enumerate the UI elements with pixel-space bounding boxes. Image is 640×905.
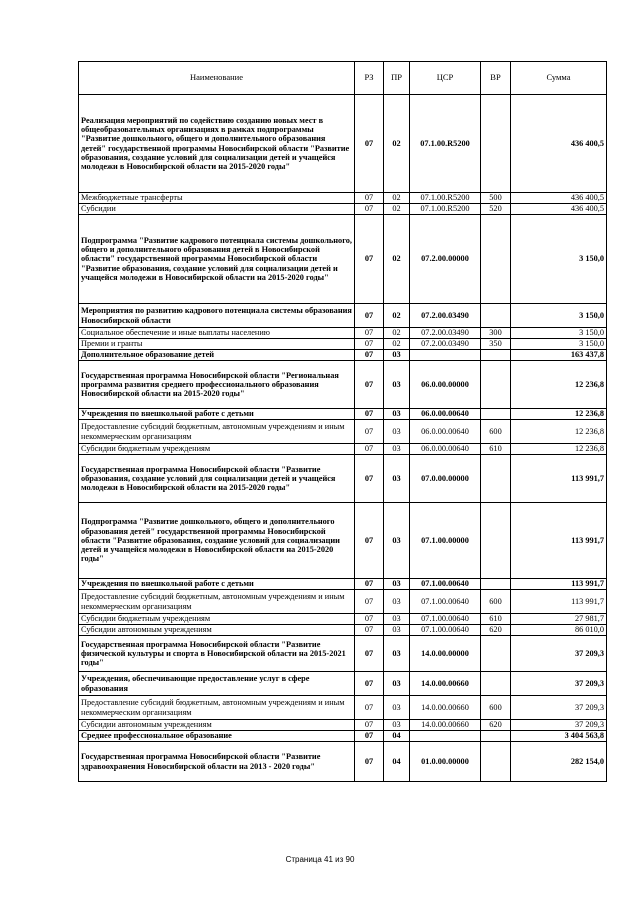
- cell-pr: 02: [384, 204, 410, 215]
- cell-sum: 3 150,0: [511, 339, 607, 350]
- cell-rz: 07: [355, 350, 384, 361]
- cell-name: Государственная программа Новосибирской области "Региональная программа развития среднего профессионального образования Новосибирской области на 2015-2020 годы": [79, 361, 355, 409]
- table-row: [79, 579, 607, 590]
- cell-pr: 03: [384, 409, 410, 420]
- table-row: [79, 409, 607, 420]
- cell-sum: 436 400,5: [511, 193, 607, 204]
- cell-sum: 37 209,3: [511, 696, 607, 720]
- cell-rz: 07: [355, 590, 384, 614]
- cell-csr: 07.2.00.03490: [410, 339, 481, 350]
- cell-name: Мероприятия по развитию кадрового потенциала системы образования Новосибирской области: [79, 304, 355, 328]
- cell-name: Дополнительное образование детей: [79, 350, 355, 361]
- cell-rz: 07: [355, 720, 384, 731]
- cell-pr: 03: [384, 696, 410, 720]
- cell-sum: 12 236,8: [511, 444, 607, 455]
- cell-name: Социальное обеспечение и иные выплаты населению: [79, 328, 355, 339]
- cell-vr: [481, 503, 511, 579]
- cell-rz: 07: [355, 409, 384, 420]
- table-row: [79, 193, 607, 204]
- cell-vr: [481, 455, 511, 503]
- cell-vr: [481, 636, 511, 672]
- cell-vr: [481, 95, 511, 193]
- header-sum: Сумма: [511, 62, 607, 95]
- cell-vr: 520: [481, 204, 511, 215]
- cell-rz: 07: [355, 579, 384, 590]
- cell-rz: 07: [355, 193, 384, 204]
- cell-sum: 3 404 563,8: [511, 731, 607, 742]
- cell-sum: 436 400,5: [511, 95, 607, 193]
- cell-pr: 02: [384, 193, 410, 204]
- table-row: [79, 636, 607, 672]
- cell-csr: 07.2.00.00000: [410, 215, 481, 304]
- cell-vr: 620: [481, 720, 511, 731]
- cell-sum: 12 236,8: [511, 361, 607, 409]
- table-row: [79, 672, 607, 696]
- table-row: [79, 304, 607, 328]
- cell-sum: 37 209,3: [511, 720, 607, 731]
- cell-name: Учреждения по внешкольной работе с детьми: [79, 579, 355, 590]
- cell-rz: 07: [355, 503, 384, 579]
- cell-vr: [481, 350, 511, 361]
- cell-pr: 02: [384, 304, 410, 328]
- cell-vr: [481, 215, 511, 304]
- cell-vr: 600: [481, 420, 511, 444]
- cell-sum: 282 154,0: [511, 742, 607, 782]
- cell-vr: [481, 672, 511, 696]
- cell-sum: 12 236,8: [511, 420, 607, 444]
- cell-pr: 02: [384, 215, 410, 304]
- cell-name: Субсидии бюджетным учреждениям: [79, 614, 355, 625]
- cell-pr: 02: [384, 328, 410, 339]
- cell-pr: 04: [384, 742, 410, 782]
- cell-pr: 03: [384, 672, 410, 696]
- cell-csr: 06.0.00.00640: [410, 409, 481, 420]
- cell-rz: 07: [355, 95, 384, 193]
- cell-name: Государственная программа Новосибирской области "Развитие образования, создание условий для социализации детей и учащейся молодежи в Новосибирской области на 2015-2020 годы": [79, 455, 355, 503]
- cell-name: Подпрограмма "Развитие дошкольного, общего и дополнительного образования детей" государственной программы Новосибирской области "Развитие образования, создание условий для социализации детей и учащейся молодежи в Новосибирской области на 2015-2020 годы": [79, 503, 355, 579]
- cell-csr: 14.0.00.00660: [410, 720, 481, 731]
- cell-rz: 07: [355, 304, 384, 328]
- cell-csr: [410, 731, 481, 742]
- cell-rz: 07: [355, 328, 384, 339]
- cell-csr: 07.2.00.03490: [410, 304, 481, 328]
- cell-pr: 02: [384, 95, 410, 193]
- cell-name: Субсидии автономным учреждениям: [79, 625, 355, 636]
- cell-csr: 14.0.00.00000: [410, 636, 481, 672]
- cell-pr: 03: [384, 720, 410, 731]
- cell-rz: 07: [355, 420, 384, 444]
- cell-pr: 03: [384, 350, 410, 361]
- cell-vr: 350: [481, 339, 511, 350]
- cell-csr: 06.0.00.00640: [410, 420, 481, 444]
- cell-csr: 07.1.00.00640: [410, 625, 481, 636]
- table-row: [79, 95, 607, 193]
- cell-sum: 163 437,8: [511, 350, 607, 361]
- cell-pr: 04: [384, 731, 410, 742]
- cell-pr: 03: [384, 455, 410, 503]
- cell-sum: 3 150,0: [511, 304, 607, 328]
- cell-name: Премии и гранты: [79, 339, 355, 350]
- cell-pr: 03: [384, 625, 410, 636]
- cell-rz: 07: [355, 625, 384, 636]
- table-row: [79, 444, 607, 455]
- cell-name: Субсидии автономным учреждениям: [79, 720, 355, 731]
- budget-table: [78, 61, 607, 782]
- cell-csr: 01.0.00.00000: [410, 742, 481, 782]
- cell-csr: 07.1.00.R5200: [410, 204, 481, 215]
- table-row: [79, 328, 607, 339]
- cell-sum: 3 150,0: [511, 215, 607, 304]
- table-header: [79, 62, 607, 95]
- cell-rz: 07: [355, 361, 384, 409]
- header-rz: РЗ: [355, 62, 384, 95]
- cell-name: Среднее профессиональное образование: [79, 731, 355, 742]
- cell-csr: 07.1.00.R5200: [410, 193, 481, 204]
- cell-csr: 07.1.00.00640: [410, 590, 481, 614]
- cell-sum: 86 010,0: [511, 625, 607, 636]
- table-row: [79, 455, 607, 503]
- cell-csr: 06.0.00.00000: [410, 361, 481, 409]
- cell-vr: [481, 304, 511, 328]
- cell-vr: [481, 361, 511, 409]
- cell-vr: 610: [481, 614, 511, 625]
- cell-name: Субсидии бюджетным учреждениям: [79, 444, 355, 455]
- cell-rz: 07: [355, 672, 384, 696]
- cell-vr: 300: [481, 328, 511, 339]
- cell-name: Государственная программа Новосибирской области "Развитие здравоохранения Новосибирской области на 2013 - 2020 годы": [79, 742, 355, 782]
- cell-sum: 27 981,7: [511, 614, 607, 625]
- page-number: Страница 41 из 90: [285, 855, 355, 864]
- table-row: [79, 590, 607, 614]
- table-row: [79, 742, 607, 782]
- cell-vr: 620: [481, 625, 511, 636]
- table-row: [79, 614, 607, 625]
- cell-vr: 610: [481, 444, 511, 455]
- cell-pr: 03: [384, 444, 410, 455]
- cell-name: Предоставление субсидий бюджетным, автономным учреждениям и иным некоммерческим организациям: [79, 696, 355, 720]
- cell-rz: 07: [355, 204, 384, 215]
- table-row: [79, 420, 607, 444]
- table-row: [79, 339, 607, 350]
- cell-pr: 02: [384, 339, 410, 350]
- cell-vr: 600: [481, 590, 511, 614]
- table-row: [79, 215, 607, 304]
- table-row: [79, 361, 607, 409]
- cell-name: Субсидии: [79, 204, 355, 215]
- cell-pr: 03: [384, 503, 410, 579]
- cell-csr: 07.2.00.03490: [410, 328, 481, 339]
- cell-name: Межбюджетные трансферты: [79, 193, 355, 204]
- cell-sum: 113 991,7: [511, 503, 607, 579]
- cell-csr: 14.0.00.00660: [410, 696, 481, 720]
- cell-pr: 03: [384, 614, 410, 625]
- cell-pr: 03: [384, 590, 410, 614]
- cell-pr: 03: [384, 361, 410, 409]
- cell-vr: 500: [481, 193, 511, 204]
- table-row: [79, 696, 607, 720]
- cell-rz: 07: [355, 339, 384, 350]
- cell-rz: 07: [355, 455, 384, 503]
- cell-vr: 600: [481, 696, 511, 720]
- cell-name: Государственная программа Новосибирской области "Развитие физической культуры и спорта в Новосибирской области на 2015-2021 годы": [79, 636, 355, 672]
- cell-sum: 37 209,3: [511, 636, 607, 672]
- cell-pr: 03: [384, 420, 410, 444]
- cell-vr: [481, 579, 511, 590]
- header-name: Наименование: [79, 62, 355, 95]
- cell-csr: 07.1.00.00640: [410, 614, 481, 625]
- cell-sum: 436 400,5: [511, 204, 607, 215]
- cell-name: Реализация мероприятий по содействию созданию новых мест в общеобразовательных организациях в рамках подпрограммы "Развитие дошкольного, общего и дополнительного образования детей" государственной программы Новосибирской области "Развитие образования, создание условий для социализации детей и учащейся молодежи в Новосибирской области на 2015-2020 годы": [79, 95, 355, 193]
- cell-name: Учреждения по внешкольной работе с детьми: [79, 409, 355, 420]
- cell-name: Предоставление субсидий бюджетным, автономным учреждениям и иным некоммерческим организациям: [79, 420, 355, 444]
- cell-sum: 12 236,8: [511, 409, 607, 420]
- cell-sum: 113 991,7: [511, 590, 607, 614]
- cell-csr: 07.0.00.00000: [410, 455, 481, 503]
- table-row: [79, 720, 607, 731]
- cell-rz: 07: [355, 614, 384, 625]
- cell-pr: 03: [384, 636, 410, 672]
- table-row: [79, 204, 607, 215]
- cell-sum: 3 150,0: [511, 328, 607, 339]
- cell-rz: 07: [355, 636, 384, 672]
- header-pr: ПР: [384, 62, 410, 95]
- cell-name: Предоставление субсидий бюджетным, автономным учреждениям и иным некоммерческим организациям: [79, 590, 355, 614]
- cell-csr: 07.1.00.00640: [410, 579, 481, 590]
- table-row: [79, 350, 607, 361]
- cell-name: Учреждения, обеспечивающие предоставление услуг в сфере образования: [79, 672, 355, 696]
- cell-csr: 07.1.00.00000: [410, 503, 481, 579]
- cell-csr: 14.0.00.00660: [410, 672, 481, 696]
- cell-sum: 37 209,3: [511, 672, 607, 696]
- cell-csr: 07.1.00.R5200: [410, 95, 481, 193]
- cell-pr: 03: [384, 579, 410, 590]
- table-row: [79, 503, 607, 579]
- cell-vr: [481, 731, 511, 742]
- cell-rz: 07: [355, 215, 384, 304]
- table-row: [79, 625, 607, 636]
- cell-rz: 07: [355, 731, 384, 742]
- cell-csr: 06.0.00.00640: [410, 444, 481, 455]
- cell-vr: [481, 409, 511, 420]
- cell-vr: [481, 742, 511, 782]
- cell-rz: 07: [355, 444, 384, 455]
- table-row: [79, 731, 607, 742]
- cell-sum: 113 991,7: [511, 579, 607, 590]
- cell-rz: 07: [355, 696, 384, 720]
- header-vr: ВР: [481, 62, 511, 95]
- cell-name: Подпрограмма "Развитие кадрового потенциала системы дошкольного, общего и дополнительного образования детей в Новосибирской области" государственной программы Новосибирской области "Развитие образования, создание условий для социализации детей и учащейся молодежи в Новосибирской области на 2015-2020 годы": [79, 215, 355, 304]
- header-csr: ЦСР: [410, 62, 481, 95]
- cell-rz: 07: [355, 742, 384, 782]
- cell-csr: [410, 350, 481, 361]
- cell-sum: 113 991,7: [511, 455, 607, 503]
